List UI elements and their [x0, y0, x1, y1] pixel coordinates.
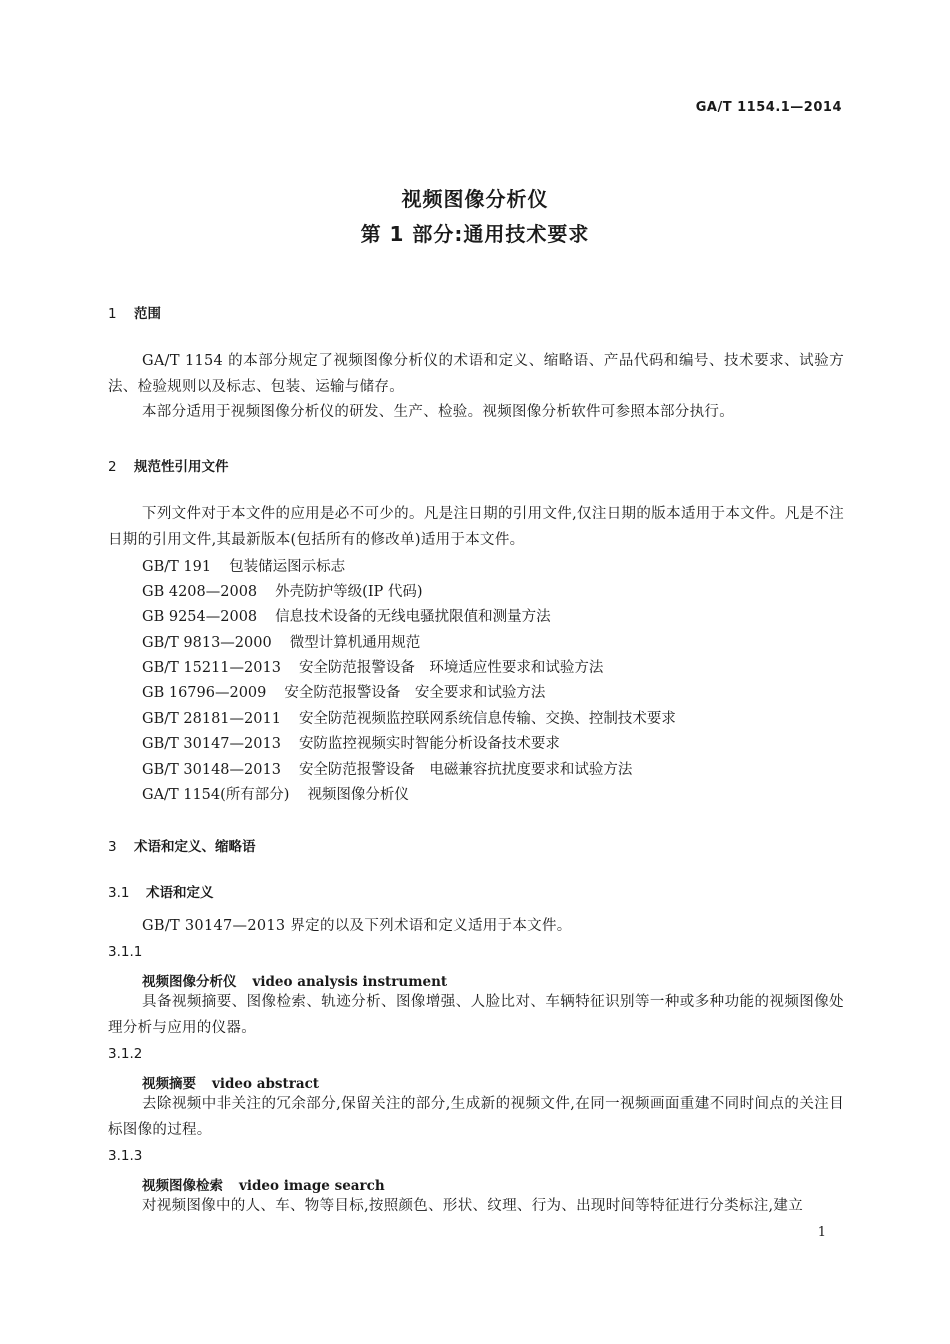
document-title: 视频图像分析仪	[401, 187, 549, 211]
reference-item	[142, 555, 345, 576]
term-number: 3.1.1	[108, 944, 143, 960]
term-zh: 视频摘要	[142, 1076, 196, 1092]
reference-item	[142, 783, 409, 804]
reference-name: 安防监控视频实时智能分析设备技术要求	[298, 736, 560, 752]
section-1-paragraph-1: GA/T 1154 的本部分规定了视频图像分析仪的术语和定义、缩略语、产品代码和编号、技术要求、试验方法、检验规则以及标志、包装、运输与储存。	[108, 353, 844, 395]
section-1-paragraph-2: 本部分适用于视频图像分析仪的研发、生产、检验。视频图像分析软件可参照本部分执行。	[142, 404, 734, 420]
page-number: 1	[817, 1225, 826, 1240]
reference-code: GB/T 30147—2013	[142, 736, 281, 752]
reference-item	[142, 605, 551, 626]
reference-name: 信息技术设备的无线电骚扰限值和测量方法	[275, 609, 551, 625]
reference-name: 视频图像分析仪	[307, 787, 409, 803]
reference-code: GB/T 9813—2000	[142, 635, 272, 651]
term-definition: 具备视频摘要、图像检索、轨迹分析、图像增强、人脸比对、车辆特征识别等一种或多种功能的视频图像处理分析与应用的仪器。	[108, 994, 844, 1036]
section-number: 1	[108, 306, 117, 322]
term-en: video image search	[239, 1178, 385, 1194]
term-definition: 对视频图像中的人、车、物等目标,按照颜色、形状、纹理、行为、出现时间等特征进行分类标注,建立	[142, 1198, 804, 1214]
reference-code: GA/T 1154(所有部分)	[142, 787, 290, 803]
term-heading	[142, 970, 447, 990]
section-3-1-paragraph: GB/T 30147—2013 界定的以及下列术语和定义适用于本文件。	[142, 918, 572, 934]
reference-name: 安全防范报警设备 电磁兼容抗扰度要求和试验方法	[298, 762, 633, 778]
reference-code: GB/T 15211—2013	[142, 660, 281, 676]
reference-code: GB 16796—2009	[142, 685, 267, 701]
term-en: video abstract	[212, 1076, 320, 1092]
term-number: 3.1.3	[108, 1148, 143, 1164]
reference-item	[142, 580, 423, 601]
reference-code: GB 4208—2008	[142, 584, 258, 600]
term-definition: 去除视频中非关注的冗余部分,保留关注的部分,生成新的视频文件,在同一视频画面重建不同时间点的关注目标图像的过程。	[108, 1096, 844, 1138]
section-1-heading	[108, 302, 161, 322]
reference-name: 微型计算机通用规范	[289, 635, 421, 651]
section-3-1-heading	[108, 881, 214, 901]
reference-code: GB/T 191	[142, 559, 212, 575]
reference-item	[142, 631, 420, 652]
term-zh: 视频图像检索	[142, 1178, 223, 1194]
term-number: 3.1.2	[108, 1046, 143, 1062]
reference-item	[142, 732, 560, 753]
reference-name: 安全防范报警设备 安全要求和试验方法	[284, 685, 546, 701]
reference-code: GB 9254—2008	[142, 609, 258, 625]
reference-code: GB/T 30148—2013	[142, 762, 281, 778]
reference-item	[142, 707, 676, 728]
reference-item	[142, 758, 632, 779]
reference-name: 包装储运图示标志	[229, 559, 346, 575]
section-number: 2	[108, 459, 117, 475]
section-title: 术语和定义	[146, 885, 214, 901]
section-number: 3.1	[108, 885, 130, 901]
reference-code: GB/T 28181—2011	[142, 711, 281, 727]
term-zh: 视频图像分析仪	[142, 974, 237, 990]
standard-number: GA/T 1154.1—2014	[695, 100, 842, 115]
reference-item	[142, 681, 545, 702]
section-2-heading	[108, 455, 229, 475]
reference-name: 外壳防护等级(IP 代码)	[275, 584, 423, 600]
section-number: 3	[108, 839, 117, 855]
section-2-paragraph-1: 下列文件对于本文件的应用是必不可少的。凡是注日期的引用文件,仅注日期的版本适用于本文件。凡是不注日期的引用文件,其最新版本(包括所有的修改单)适用于本文件。	[108, 506, 844, 548]
reference-item	[142, 656, 603, 677]
section-3-heading	[108, 835, 256, 855]
document-subtitle: 第 1 部分:通用技术要求	[360, 222, 590, 246]
section-title: 术语和定义、缩略语	[134, 839, 256, 855]
section-title: 规范性引用文件	[134, 459, 229, 475]
term-heading	[142, 1174, 385, 1194]
section-title: 范围	[134, 306, 161, 322]
reference-name: 安全防范视频监控联网系统信息传输、交换、控制技术要求	[298, 711, 676, 727]
term-en: video analysis instrument	[252, 974, 448, 990]
reference-name: 安全防范报警设备 环境适应性要求和试验方法	[298, 660, 604, 676]
term-heading	[142, 1072, 319, 1092]
